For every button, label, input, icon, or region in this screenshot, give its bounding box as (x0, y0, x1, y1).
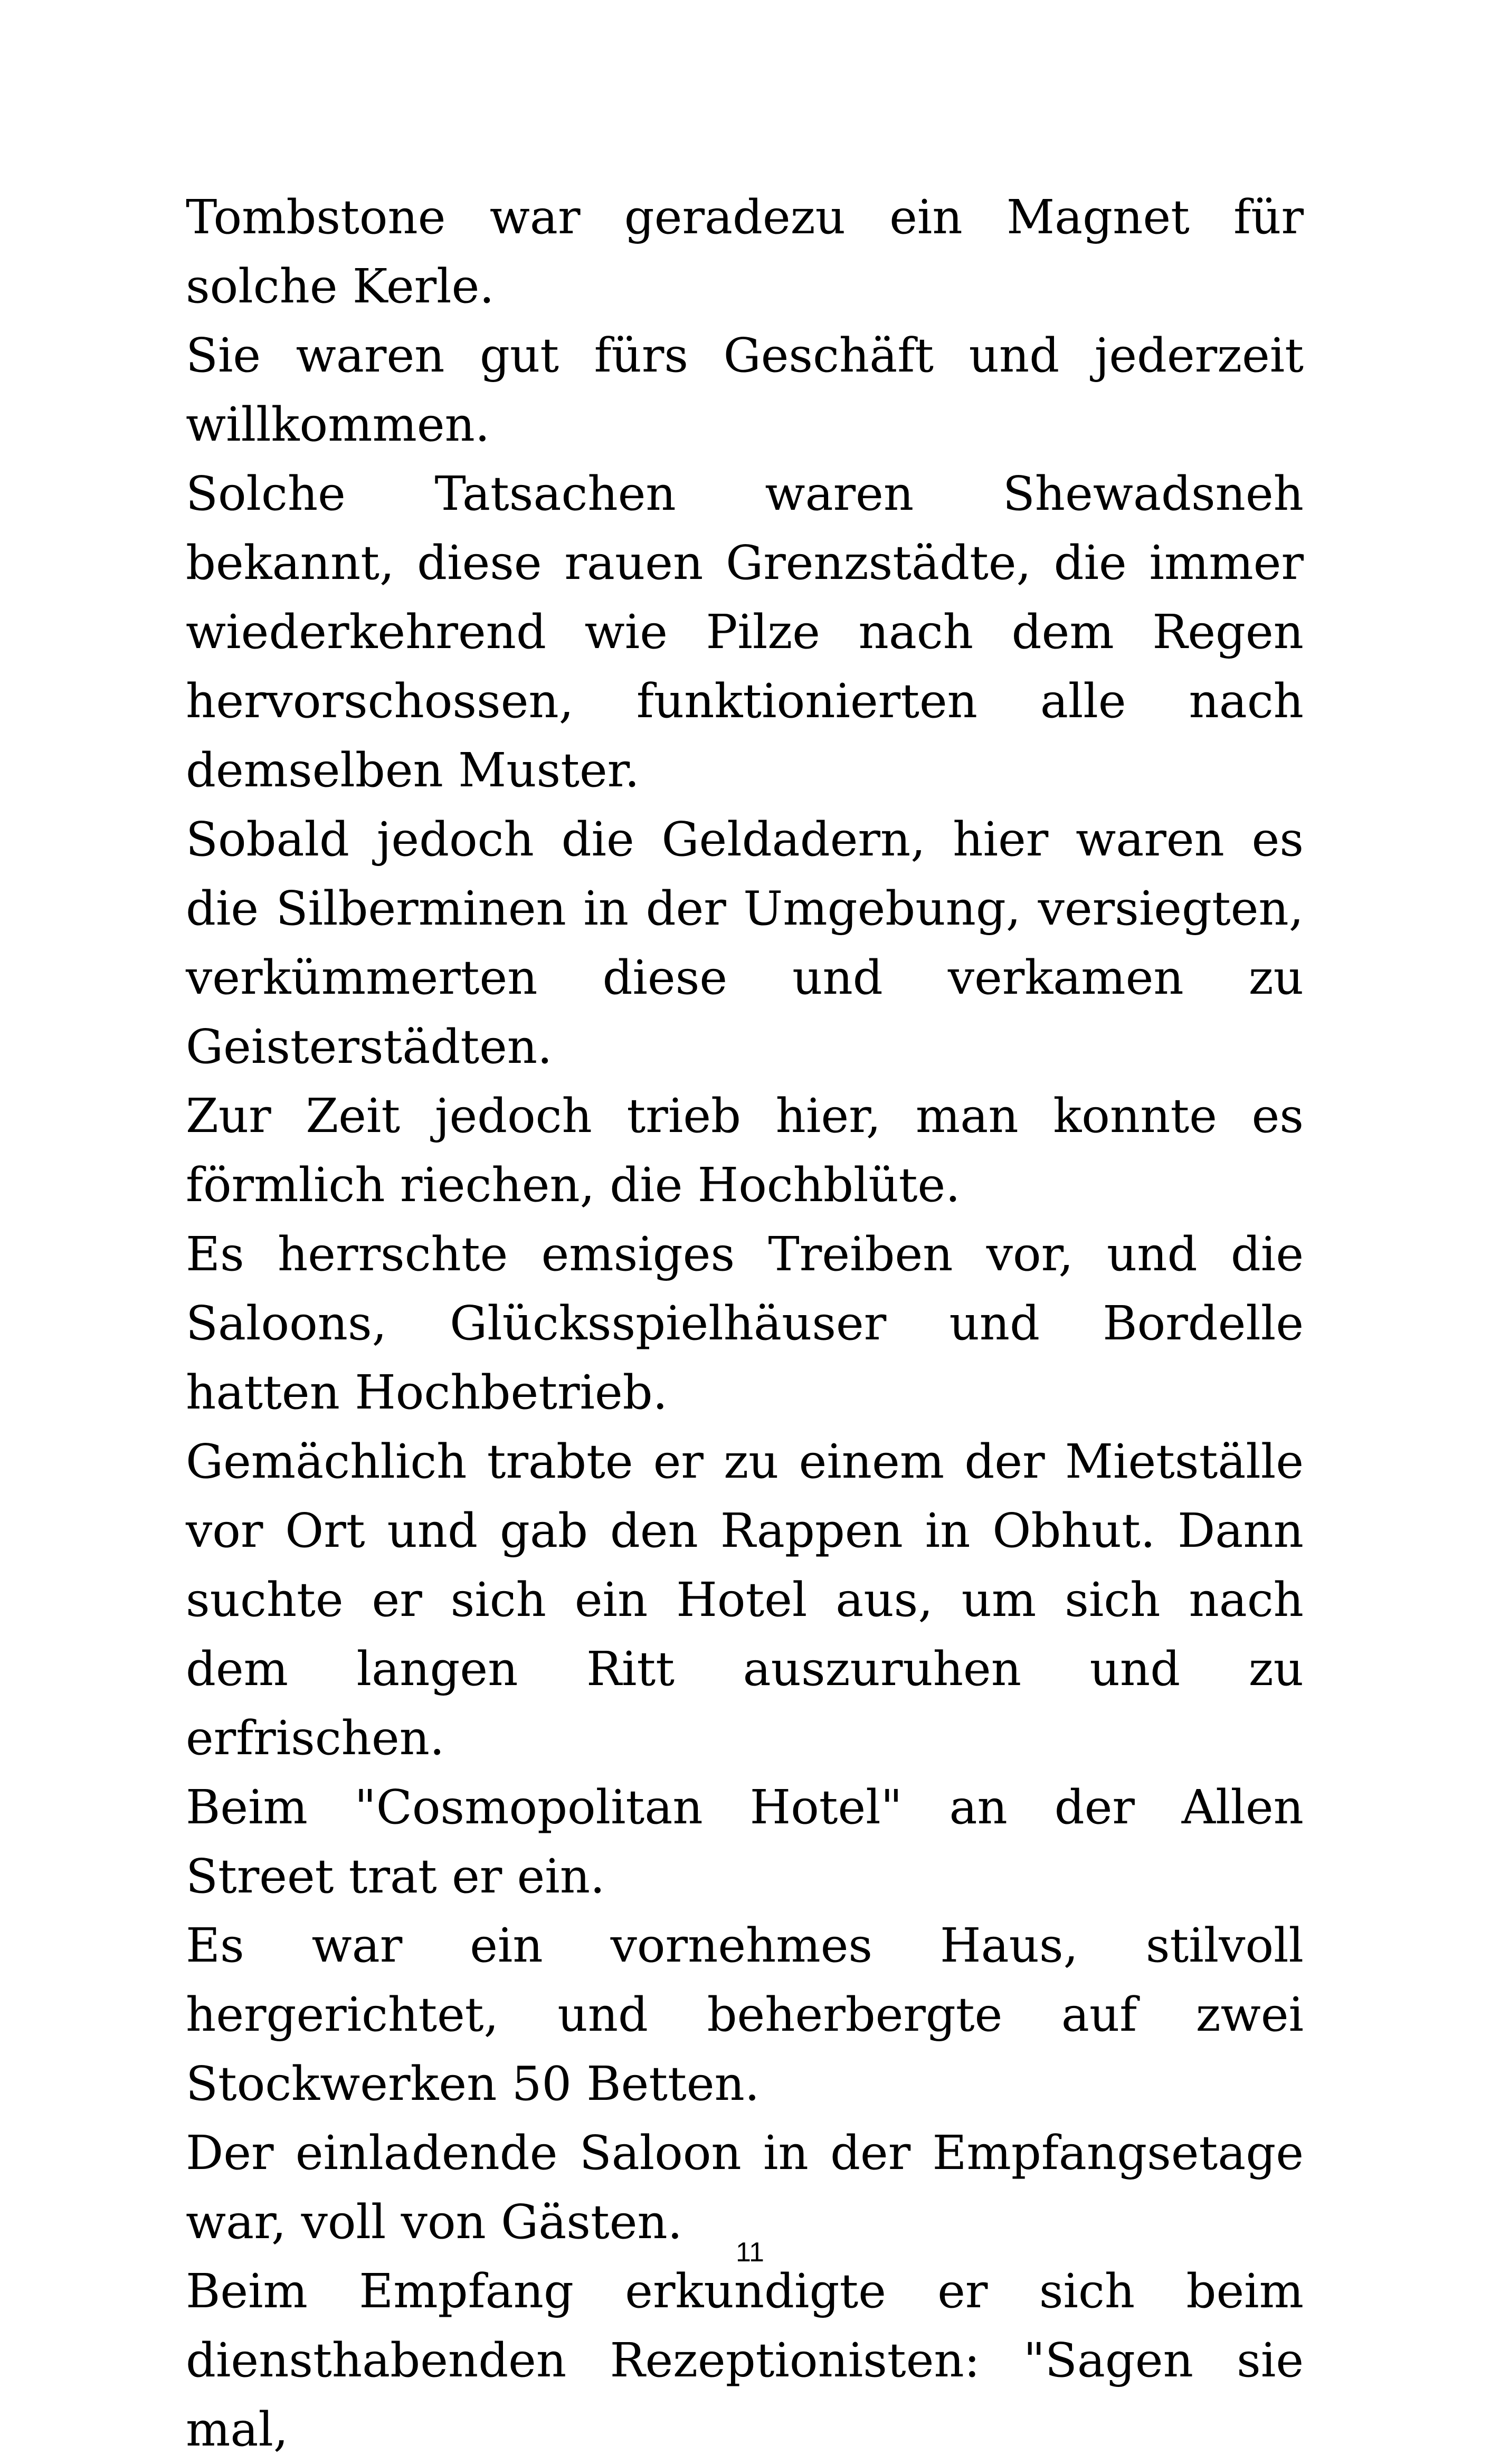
paragraph-11: Beim Empfang erkundigte er sich beim diensthabenden Rezeptionisten: "Sagen sie mal, (186, 2263, 1304, 2457)
paragraph-5: Zur Zeit jedoch trieb hier, man konnte es förmlich riechen, die Hochblüte. (186, 1088, 1304, 1212)
paragraph-2: Sie waren gut fürs Geschäft und jederzeit willkommen. (186, 328, 1304, 452)
paragraph-8: Beim "Cosmopolitan Hotel" an der Allen Street trat er ein. (186, 1780, 1304, 1904)
paragraph-6: Es herrschte emsiges Treiben vor, und die Saloons, Glücksspielhäuser und Bordelle hatten Hochbetrieb. (186, 1226, 1304, 1420)
paragraph-1: Tombstone war geradezu ein Magnet für solche Kerle. (186, 189, 1304, 313)
paragraph-9: Es war ein vornehmes Haus, stilvoll hergerichtet, und beherbergte auf zwei Stockwerken 50 Betten. (186, 1918, 1304, 2111)
paragraph-7: Gemächlich trabte er zu einem der Mietställe vor Ort und gab den Rappen in Obhut. Dann suchte er sich ein Hotel aus, um sich nach dem langen Ritt auszuruhen und zu erfrischen. (186, 1434, 1304, 1765)
paragraph-3: Solche Tatsachen waren Shewadsneh bekannt, diese rauen Grenzstädte, die immer wiederkehrend wie Pilze nach dem Regen hervorschossen, funktionierten alle nach demselben Muster. (186, 466, 1304, 797)
paragraph-4: Sobald jedoch die Geldadern, hier waren es die Silberminen in der Umgebung, versiegten, verkümmerten diese und verkamen zu Geisterstädten. (186, 812, 1304, 1074)
paragraph-10: Der einladende Saloon in der Empfangsetage war, voll von Gästen. (186, 2125, 1304, 2249)
body-text (186, 183, 1304, 2464)
page-number: 11 (736, 2237, 764, 2268)
